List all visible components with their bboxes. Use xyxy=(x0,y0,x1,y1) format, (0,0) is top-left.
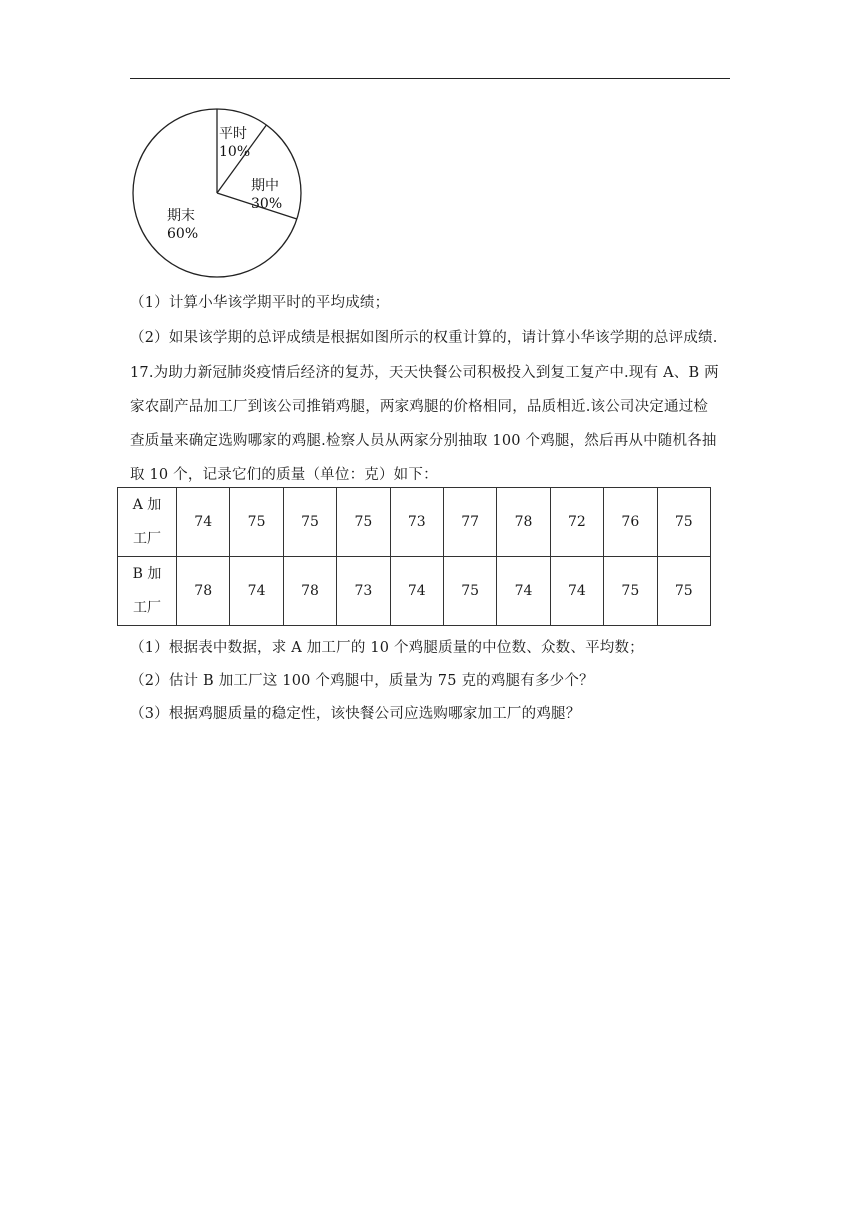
row-header-b xyxy=(118,557,177,626)
slice-label-pingshi: 平时 xyxy=(219,126,247,142)
chicken-leg-weight-table xyxy=(117,487,711,626)
problem17-line2: 家农副产品加工厂到该公司推销鸡腿，两家鸡腿的价格相同，品质相近.该公司决定通过检 xyxy=(130,399,709,415)
weight-pie-chart xyxy=(130,108,306,288)
table-cell: 75 xyxy=(283,488,336,557)
problem17-line3: 查质量来确定选购哪家的鸡腿.检察人员从两家分别抽取 100 个鸡腿，然后再从中随机各抽 xyxy=(130,433,717,449)
table-cell: 76 xyxy=(604,488,657,557)
row-header-a xyxy=(118,488,177,557)
q17-part3: （3）根据鸡腿质量的稳定性，该快餐公司应选购哪家加工厂的鸡腿？ xyxy=(130,706,581,722)
table-cell: 75 xyxy=(657,488,710,557)
table-cell: 75 xyxy=(443,557,496,626)
table-cell: 75 xyxy=(337,488,390,557)
table-cell: 75 xyxy=(604,557,657,626)
q16-part1: （1）计算小华该学期平时的平均成绩； xyxy=(130,295,390,311)
table-cell: 75 xyxy=(657,557,710,626)
row-header-b-line1: B 加 xyxy=(132,566,162,582)
table-cell: 74 xyxy=(390,557,443,626)
slice-label-qizhong: 期中 xyxy=(251,178,279,194)
table-cell: 74 xyxy=(550,557,603,626)
table-cell: 74 xyxy=(497,557,550,626)
slice-label-qimo: 期末 xyxy=(167,208,195,224)
q17-part1: （1）根据表中数据，求 A 加工厂的 10 个鸡腿质量的中位数、众数、平均数； xyxy=(130,640,644,656)
table-cell: 73 xyxy=(390,488,443,557)
table-cell: 74 xyxy=(177,488,230,557)
table-cell: 78 xyxy=(497,488,550,557)
problem17-line1: 17.为助力新冠肺炎疫情后经济的复苏，天天快餐公司积极投入到复工复产中.现有 A、B 两 xyxy=(130,365,719,381)
table-row-a xyxy=(118,488,711,557)
table-cell: 78 xyxy=(177,557,230,626)
header-rule xyxy=(130,78,730,79)
table-cell: 74 xyxy=(230,557,283,626)
table-cell: 73 xyxy=(337,557,390,626)
q16-part2: （2）如果该学期的总评成绩是根据如图所示的权重计算的，请计算小华该学期的总评成绩. xyxy=(130,330,718,346)
table-row-b xyxy=(118,557,711,626)
table-cell: 72 xyxy=(550,488,603,557)
table-cell: 77 xyxy=(443,488,496,557)
slice-percent-pingshi: 10% xyxy=(219,144,251,160)
row-header-b-line2: 工厂 xyxy=(133,600,161,616)
row-header-a-line1: A 加 xyxy=(132,497,162,513)
table-cell: 78 xyxy=(283,557,336,626)
problem17-line4: 取 10 个，记录它们的质量（单位：克）如下： xyxy=(130,467,438,483)
slice-percent-qizhong: 30% xyxy=(251,196,283,212)
table-cell: 75 xyxy=(230,488,283,557)
row-header-a-line2: 工厂 xyxy=(133,531,161,547)
slice-percent-qimo: 60% xyxy=(167,226,199,242)
q17-part2: （2）估计 B 加工厂这 100 个鸡腿中，质量为 75 克的鸡腿有多少个？ xyxy=(130,673,594,689)
pie-svg xyxy=(130,108,306,284)
